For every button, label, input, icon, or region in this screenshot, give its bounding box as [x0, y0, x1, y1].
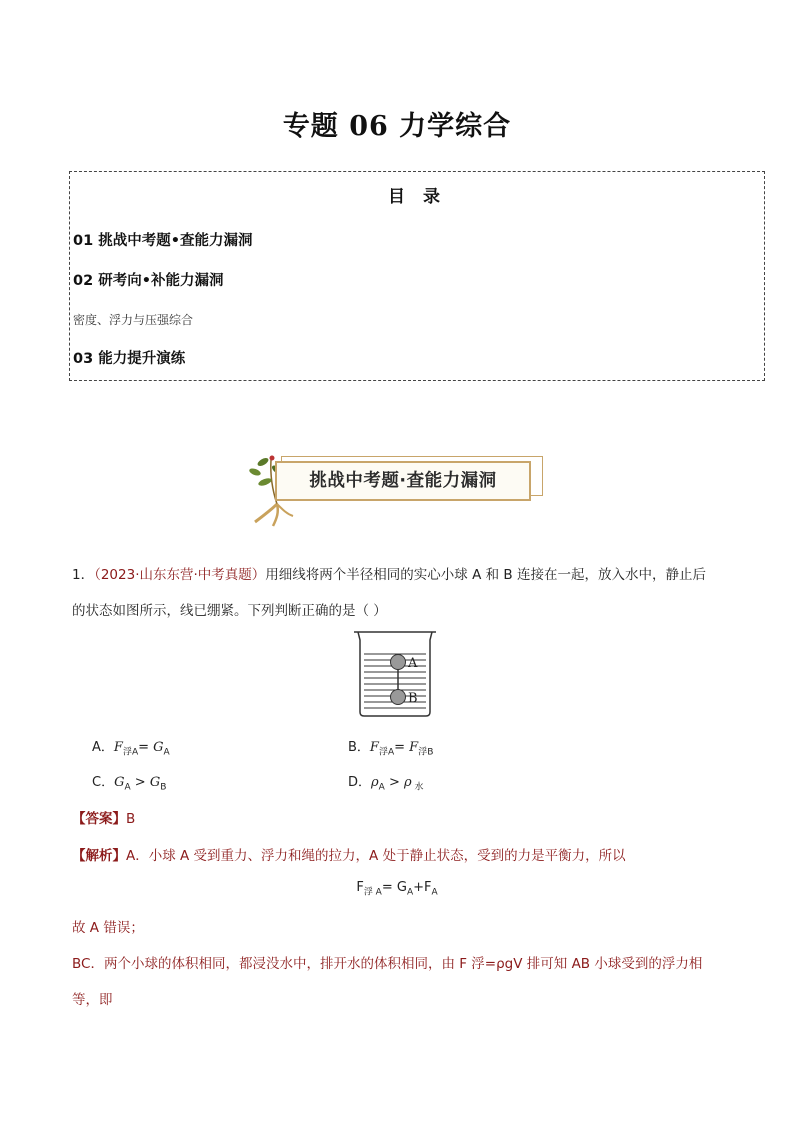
question-source: （2023·山东东营·中考真题） — [94, 567, 266, 583]
option-d[interactable]: D．$\rho_A > \rho$ $_水$ — [348, 775, 424, 793]
page-title: 专题 06 力学综合 — [282, 111, 512, 142]
question-line-1 — [72, 563, 706, 583]
toc-subitem[interactable]: 密度、浮力与压强综合 — [73, 313, 194, 327]
banner-title: 挑战中考题·查能力漏洞 — [309, 471, 497, 491]
toc-heading: 目 录 — [388, 187, 446, 207]
ball-a-label: A — [408, 656, 418, 671]
question-stem-2: 的状态如图所示，线已绷紧。下列判断正确的是（ ） — [72, 603, 387, 619]
analysis-line-3: BC．两个小球的体积相同，都浸没水中，排开水的体积相同，由 F 浮=ρgV 排可知 AB 小球受到的浮力相 — [72, 956, 703, 972]
section-banner — [243, 452, 548, 528]
ball-b-label: B — [408, 691, 418, 706]
buoyancy-formula: $F_{浮 A}= G_A+F_A$ — [356, 880, 438, 898]
analysis-line-1 — [72, 844, 626, 864]
toc-item-03[interactable]: 03 能力提升演练 — [73, 351, 186, 367]
option-b[interactable]: B．$F_{浮A}= F_{浮B}$ — [348, 740, 434, 758]
analysis-line-4: 等，即 — [72, 992, 113, 1008]
toc-item-01[interactable]: 01 挑战中考题•查能力漏洞 — [73, 233, 253, 249]
answer-tag: 【答案】 — [72, 811, 126, 827]
question-number: 1． — [72, 567, 95, 583]
answer-value: B — [126, 811, 136, 827]
option-a[interactable]: A．$F_{浮A}= G_A$ — [92, 740, 170, 758]
table-of-contents — [69, 171, 765, 381]
analysis-text-1: A．小球 A 受到重力、浮力和绳的拉力，A 处于静止状态，受到的力是平衡力，所以 — [126, 848, 626, 864]
toc-item-02[interactable]: 02 研考向•补能力漏洞 — [73, 273, 224, 289]
question-stem-1: 用细线将两个半径相同的实心小球 A 和 B 连接在一起，放入水中，静止后 — [265, 567, 706, 583]
analysis-line-2: 故 A 错误； — [72, 920, 144, 936]
answer-line — [72, 807, 135, 827]
analysis-tag: 【解析】 — [72, 848, 126, 864]
beaker-figure — [350, 630, 440, 720]
ball-b — [391, 690, 406, 705]
ball-a — [391, 655, 406, 670]
option-c[interactable]: C．$G_A > G_B$ — [92, 775, 167, 793]
